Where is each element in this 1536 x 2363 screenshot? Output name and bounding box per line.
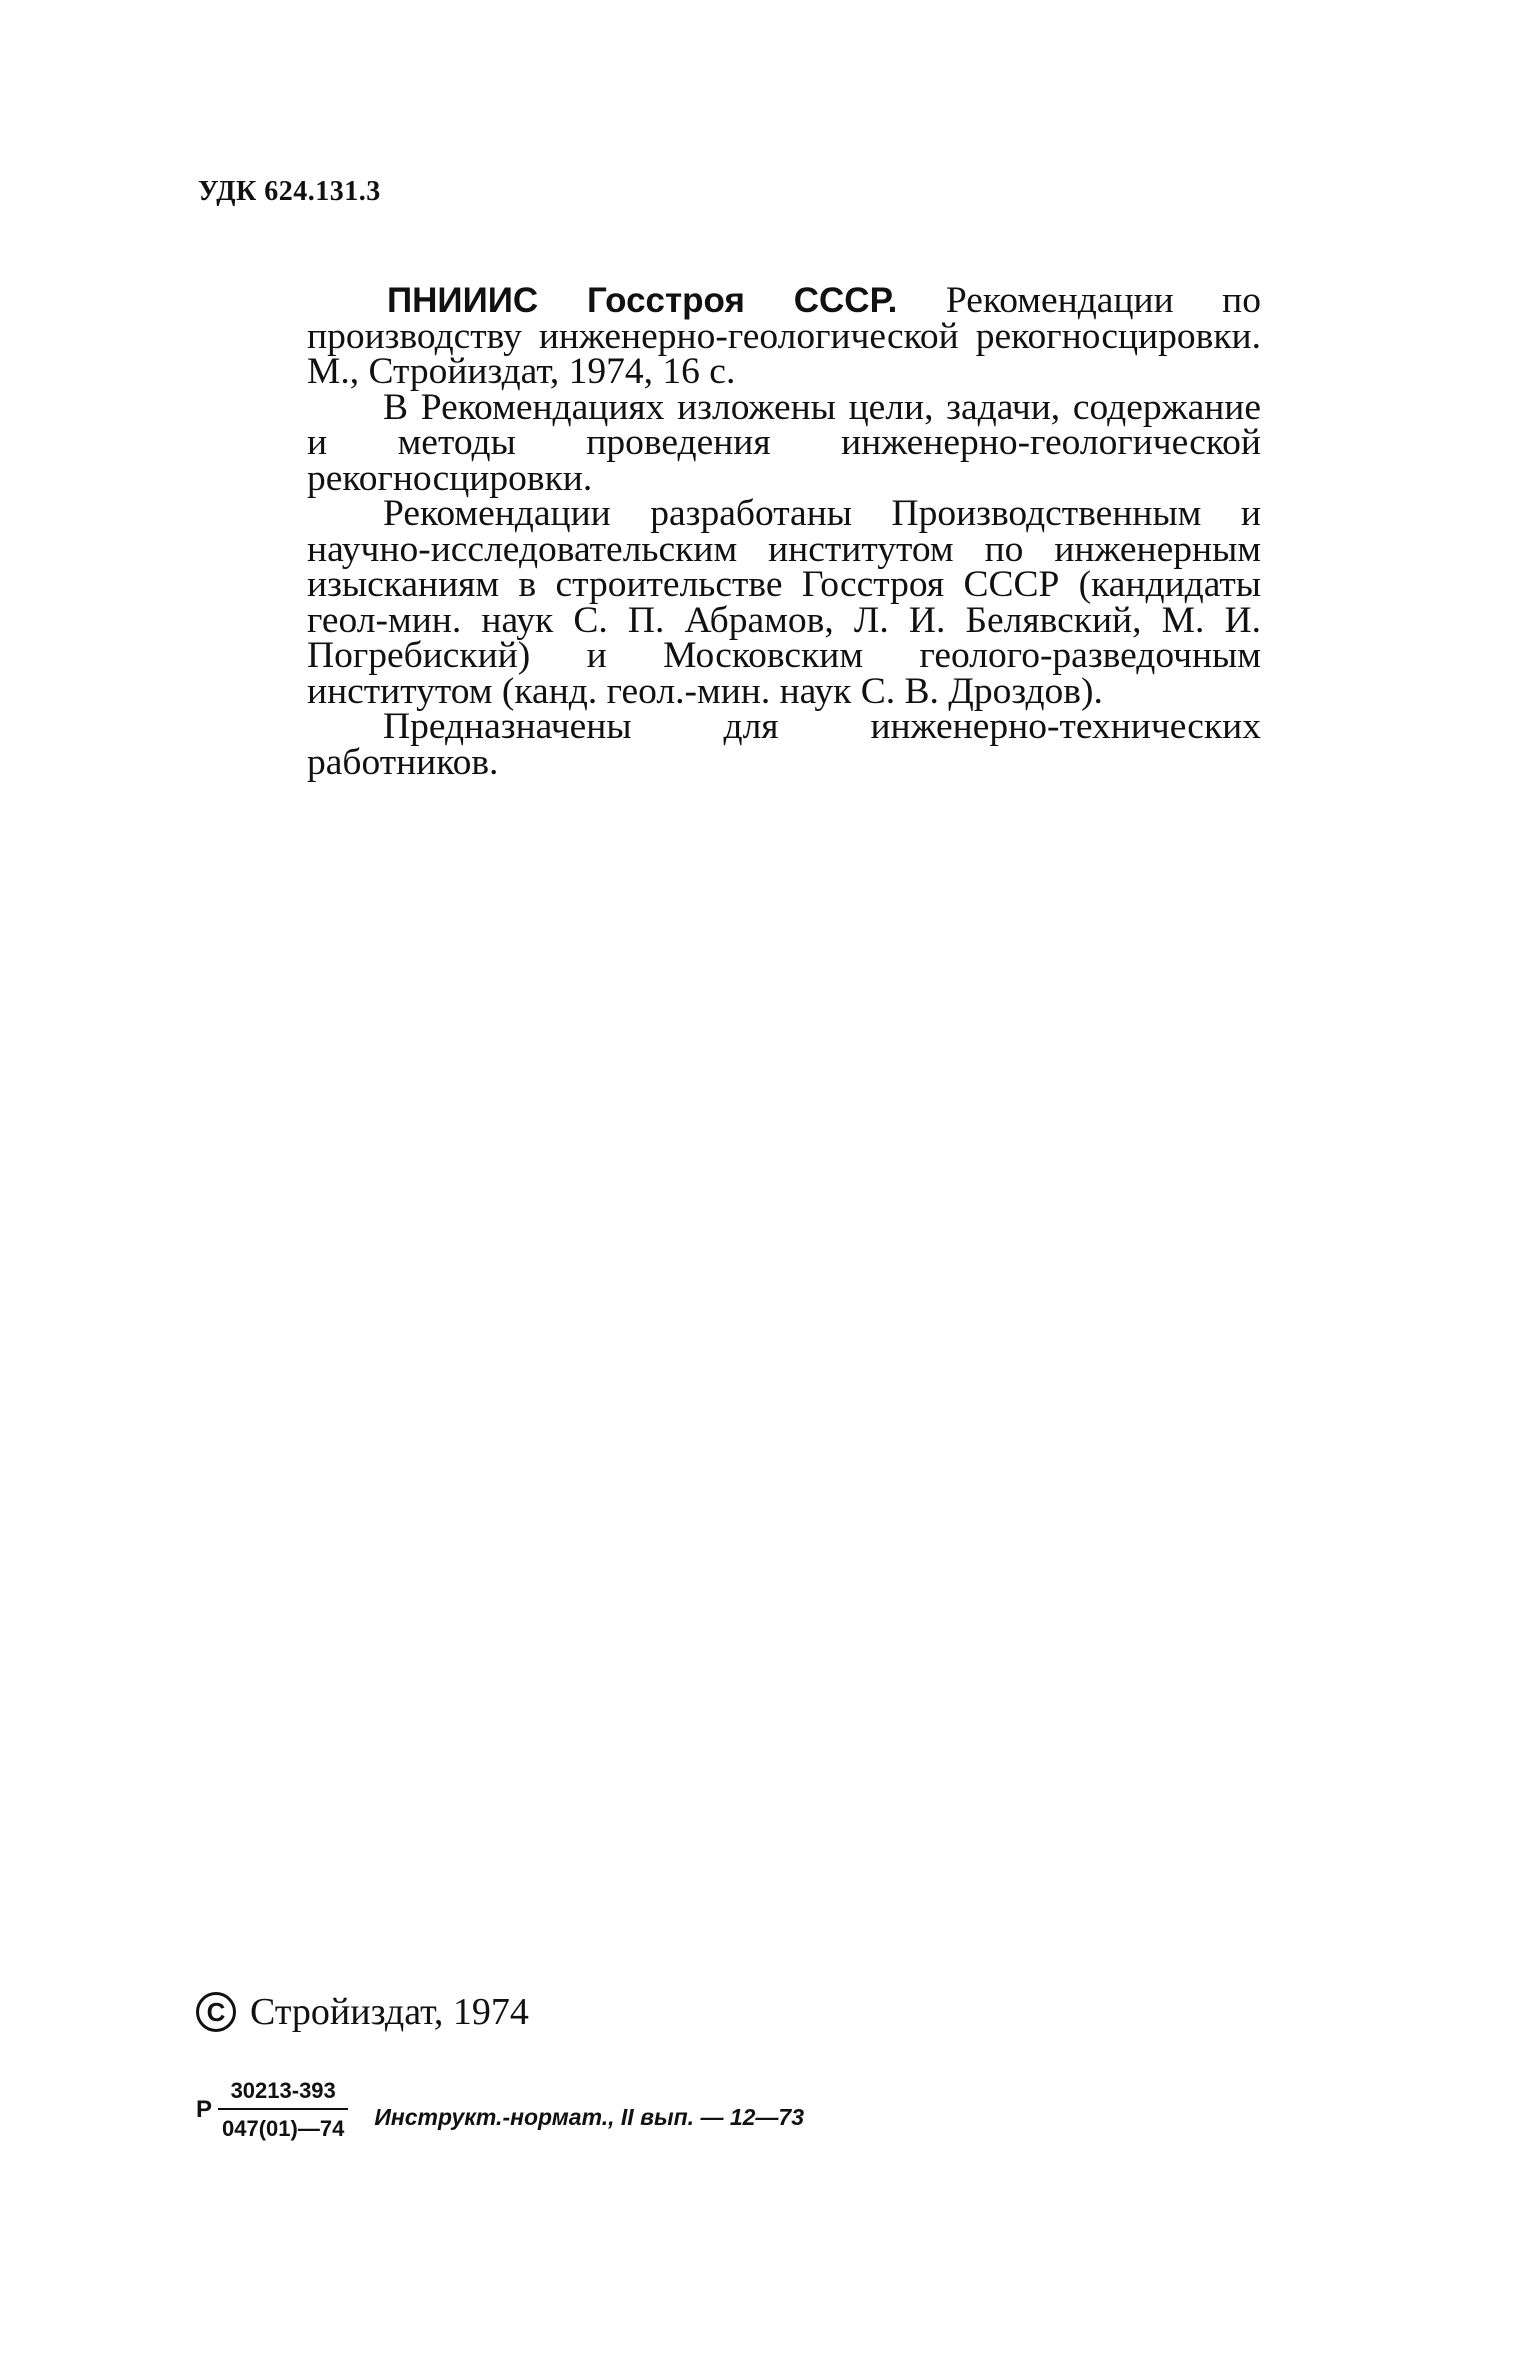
imprint-denominator: 047(01)—74: [218, 2108, 348, 2142]
citation-text: Рекомендации по производству инженерно-геологической рекогносцировки. М., Стройиздат, 1974, 16 с.: [307, 280, 1261, 392]
abstract-block: [307, 280, 1261, 783]
imprint-series: Инструкт.-нормат., II вып. — 12—73: [374, 2103, 805, 2130]
imprint-letter: Р: [196, 2096, 213, 2123]
publishing-imprint: [196, 2078, 804, 2142]
issuing-authority: ПНИИИС Госстроя СССР.: [387, 281, 898, 320]
authors-paragraph: Рекомендации разработаны Производственным и научно-исследовательским институтом по инженерным изысканиям в строительстве Госстроя СССР (кандидаты геол-мин. наук С. П. Абрамов, Л. И. Белявский, М. И. Погребиский) и Московским геолого-разведочным институтом (канд. геол.-мин. наук С. В. Дроздов).: [307, 493, 1261, 712]
imprint-fraction: [218, 2078, 348, 2142]
udk-code: УДК 624.131.3: [198, 176, 381, 207]
copyright-text: Стройиздат, 1974: [250, 1991, 529, 2033]
imprint-numerator: 30213-393: [230, 2078, 336, 2103]
audience-paragraph: Предназначены для инженерно-технических работников.: [307, 706, 1261, 783]
copyright-icon: C: [196, 1992, 236, 2032]
bibliographic-citation: [307, 280, 1261, 392]
copyright-line: [196, 1990, 529, 2034]
abstract-paragraph: В Рекомендациях изложены цели, задачи, содержание и методы проведения инженерно-геологической рекогносцировки.: [307, 386, 1261, 499]
